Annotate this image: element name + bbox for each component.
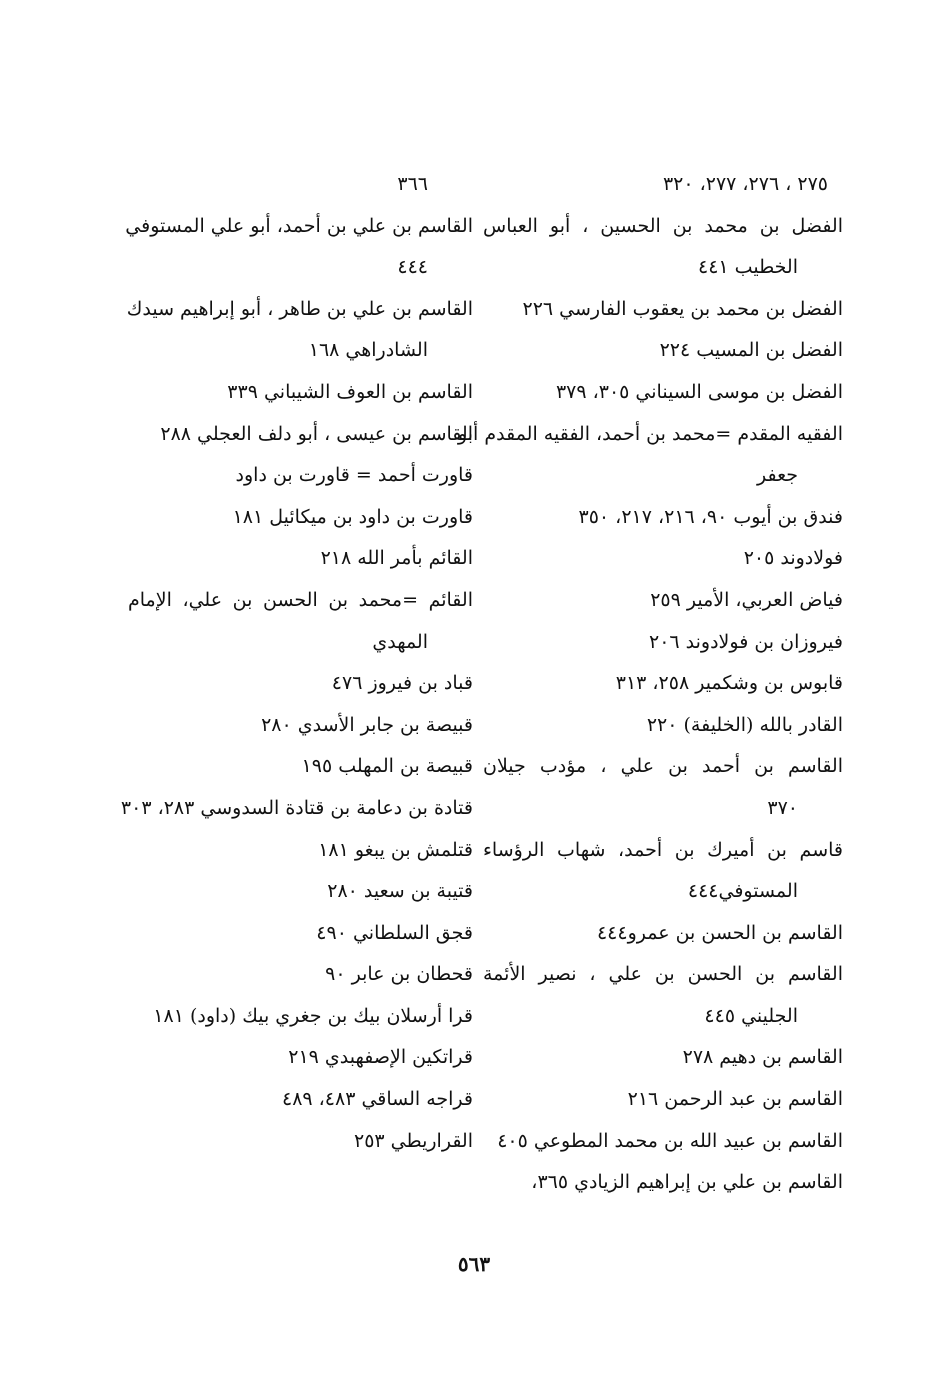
index-entry: ٣٧٠ <box>767 796 798 819</box>
index-entry: الفضل بن محمد بن يعقوب الفارسي ٢٢٦ <box>522 297 843 320</box>
index-entry: الفقيه المقدم =محمد بن أحمد، الفقيه المقدم أبو <box>457 422 843 445</box>
index-entry: الخطيب ٤٤١ <box>698 256 798 279</box>
index-entry: القاسم بن علي بن إبراهيم الزيادي ٣٦٥، <box>531 1171 843 1194</box>
index-entry: ٢٧٥ ، ٢٧٦، ٢٧٧، ٣٢٠ <box>662 173 828 195</box>
index-entry: القائم بأمر الله ٢١٨ <box>320 547 473 570</box>
index-entry: فيروزان بن فولادوند ٢٠٦ <box>648 630 843 653</box>
index-entry: ٣٦٦ <box>397 173 428 195</box>
index-entry: القاسم بن عبد الرحمن ٢١٦ <box>627 1088 843 1111</box>
index-entry: قاورت بن داود بن ميكائيل ١٨١ <box>232 505 473 528</box>
index-entry: القاسم بن أحمد بن علي ، مؤدب جيلان <box>483 755 843 778</box>
index-entry: جعفر <box>756 464 798 487</box>
index-entry: قرا أرسلان بيك بن جغري بيك (داود) ١٨١ <box>153 1004 473 1027</box>
index-entry: قبيصة بن المهلب ١٩٥ <box>301 755 473 778</box>
index-entry: القاسم بن علي بن طاهر ، أبو إبراهيم سيدك <box>126 297 473 320</box>
index-entry: قجق السلطاني ٤٩٠ <box>316 921 473 944</box>
index-entry: قراتكين الإصفهبدي ٢١٩ <box>288 1046 473 1069</box>
page-number: ٥٦٣ <box>457 1252 491 1276</box>
index-column-left <box>120 164 473 1162</box>
index-entry: القاسم بن دهيم ٢٧٨ <box>682 1046 843 1069</box>
index-entry: قاورت أحمد = قاورت بن داود <box>235 464 473 487</box>
index-entry: القاسم بن عيسى ، أبو دلف العجلي ٢٨٨ <box>160 422 473 445</box>
index-entry: فياض العربي، الأمير ٢٥٩ <box>650 588 843 611</box>
index-entry: قتيبة بن سعيد ٢٨٠ <box>327 880 473 903</box>
index-entry: قاسم بن أميرك بن أحمد، شهاب الرؤساء <box>483 838 843 861</box>
index-entry: القاسم بن الحسن بن علي ، نصير الأئمة <box>483 963 843 986</box>
index-entry: القاسم بن الحسن بن عمرو٤٤٤ <box>596 921 843 944</box>
index-entry: قتلمش بن يبغو ١٨١ <box>318 838 473 861</box>
index-entry: قتادة بن دعامة بن قتادة السدوسي ٢٨٣، ٣٠٣ <box>120 796 473 819</box>
index-entry: القاسم بن علي بن أحمد، أبو علي المستوفي <box>125 214 473 237</box>
index-entry: الفضل بن موسى السيناني ٣٠٥، ٣٧٩ <box>555 380 843 403</box>
index-entry: ٤٤٤ <box>397 256 428 279</box>
index-entry: قباد بن فيروز ٤٧٦ <box>331 672 473 695</box>
index-entry: قحطان بن عابر ٩٠ <box>325 963 473 986</box>
index-entry: القائم =محمد بن الحسن بن علي، الإمام <box>128 588 473 611</box>
index-entry: القادر بالله (الخليفة) ٢٢٠ <box>646 713 843 736</box>
index-entry: قبيصة بن جابر الأسدي ٢٨٠ <box>261 713 473 736</box>
index-entry: الفضل بن محمد بن الحسين ، أبو العباس <box>483 214 843 237</box>
index-entry: الجليني ٤٤٥ <box>704 1004 798 1027</box>
index-entry: فندق بن أيوب ٩٠، ٢١٦، ٢١٧، ٣٥٠ <box>578 505 843 528</box>
index-entry: القاسم بن العوف الشيباني ٣٣٩ <box>227 380 473 403</box>
index-entry: فولادوند ٢٠٥ <box>743 547 843 570</box>
index-entry: المستوفي٤٤٤ <box>687 880 798 903</box>
index-entry: قابوس بن وشكمير ٢٥٨، ٣١٣ <box>615 672 843 695</box>
index-entry: قراجه الساقي ٤٨٣، ٤٨٩ <box>281 1088 473 1111</box>
index-entry: المهدي <box>372 630 428 653</box>
index-entry: الفضل بن المسيب ٢٢٤ <box>659 339 843 362</box>
index-entry: الشادراهي ١٦٨ <box>308 339 428 362</box>
index-column-right <box>457 164 843 1204</box>
index-entry: القاسم بن عبيد الله بن محمد المطوعي ٤٠٥ <box>497 1129 843 1152</box>
index-entry: القراريطي ٢٥٣ <box>354 1129 473 1152</box>
